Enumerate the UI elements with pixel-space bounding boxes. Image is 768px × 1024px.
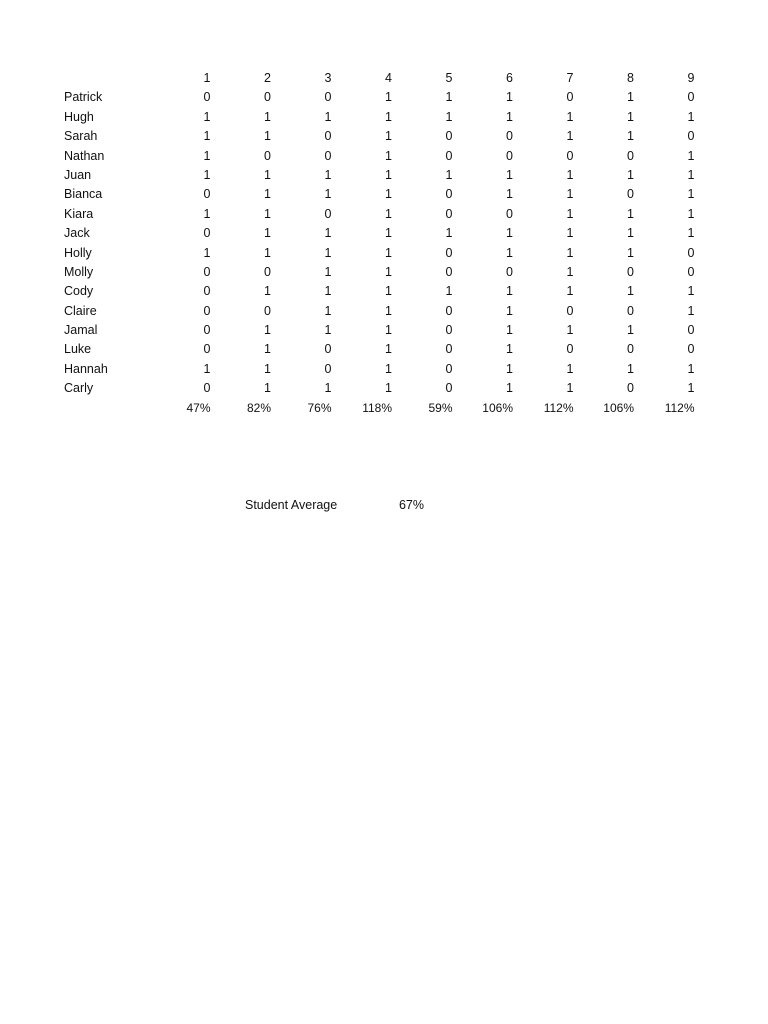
- student-name: Luke: [64, 342, 92, 357]
- score-cell: 0: [203, 284, 211, 299]
- score-cell: 0: [203, 323, 211, 338]
- score-cell: 0: [506, 206, 513, 221]
- score-cell: 1: [324, 264, 332, 279]
- score-cell: 1: [687, 284, 695, 299]
- column-header: 6: [506, 71, 513, 85]
- percentage-cell: 106%: [482, 400, 513, 415]
- score-cell: 1: [627, 129, 634, 144]
- score-cell: 1: [506, 381, 513, 396]
- score-cell: 1: [203, 206, 211, 221]
- percentage-cell: 47%: [186, 400, 211, 415]
- score-cell: 0: [445, 148, 453, 163]
- score-cell: 1: [264, 381, 271, 396]
- column-header: 4: [385, 71, 392, 85]
- score-cell: 1: [506, 323, 513, 338]
- score-cell: 1: [445, 284, 453, 299]
- score-cell: 1: [385, 148, 392, 163]
- score-cell: 1: [264, 323, 271, 338]
- score-cell: 0: [687, 342, 695, 357]
- student-name: Jack: [64, 226, 90, 241]
- table-row: [64, 205, 695, 224]
- score-cell: 0: [627, 148, 634, 163]
- header-row: [64, 69, 695, 88]
- student-name: Hannah: [64, 361, 108, 376]
- score-cell: 1: [264, 187, 271, 202]
- score-cell: 1: [385, 245, 392, 260]
- score-cell: 0: [566, 303, 574, 318]
- score-cell: 1: [445, 90, 453, 105]
- score-cell: 1: [566, 167, 574, 182]
- score-cell: 1: [264, 206, 271, 221]
- score-cell: 1: [264, 226, 271, 241]
- table-row: [64, 127, 695, 146]
- score-cell: 1: [264, 167, 271, 182]
- percentage-cell: 112%: [543, 400, 574, 415]
- score-cell: 0: [324, 206, 332, 221]
- student-name: Molly: [64, 264, 94, 279]
- score-cell: 0: [264, 264, 271, 279]
- score-cell: 1: [566, 284, 574, 299]
- score-cell: 1: [627, 167, 634, 182]
- column-header: 8: [627, 71, 634, 85]
- score-cell: 1: [324, 167, 332, 182]
- score-cell: 1: [264, 284, 271, 299]
- student-name: Bianca: [64, 187, 103, 202]
- score-cell: 0: [445, 361, 453, 376]
- table-row: [64, 340, 695, 359]
- percentage-cell: 118%: [362, 400, 392, 415]
- student-average-row: [0, 495, 768, 515]
- score-cell: 0: [687, 245, 695, 260]
- score-cell: 0: [264, 303, 271, 318]
- score-cell: 0: [687, 129, 695, 144]
- score-cell: 1: [506, 245, 513, 260]
- score-cell: 1: [324, 109, 332, 124]
- score-cell: 1: [385, 284, 392, 299]
- score-cell: 1: [627, 323, 634, 338]
- score-cell: 1: [627, 361, 634, 376]
- score-cell: 1: [687, 109, 695, 124]
- score-cell: 1: [687, 381, 695, 396]
- score-cell: 0: [627, 264, 634, 279]
- score-cell: 0: [445, 303, 453, 318]
- score-cell: 0: [264, 148, 271, 163]
- score-cell: 0: [324, 90, 332, 105]
- score-cell: 0: [445, 323, 453, 338]
- score-cell: 1: [627, 109, 634, 124]
- score-cell: 1: [324, 284, 332, 299]
- table-row: [64, 108, 695, 127]
- score-cell: 0: [506, 148, 513, 163]
- student-average-label: Student Average: [245, 498, 338, 512]
- score-cell: 1: [506, 226, 513, 241]
- score-cell: 1: [385, 303, 392, 318]
- table-row: [64, 88, 695, 107]
- score-cell: 1: [566, 109, 574, 124]
- score-cell: 0: [506, 264, 513, 279]
- score-cell: 0: [566, 342, 574, 357]
- score-cell: 1: [264, 342, 271, 357]
- score-cell: 1: [506, 109, 513, 124]
- score-cell: 0: [324, 129, 332, 144]
- score-cell: 0: [203, 264, 211, 279]
- column-header: 3: [324, 71, 332, 85]
- score-cell: 1: [566, 129, 574, 144]
- student-average-value: 67%: [398, 498, 424, 512]
- column-header: 9: [687, 71, 695, 85]
- score-cell: 1: [324, 245, 332, 260]
- student-name: Sarah: [64, 129, 98, 144]
- student-name: Holly: [64, 245, 92, 260]
- student-name: Cody: [64, 284, 94, 299]
- score-cell: 1: [687, 361, 695, 376]
- table-row: [64, 282, 695, 301]
- table-row: [64, 321, 695, 340]
- score-cell: 0: [445, 187, 453, 202]
- percentage-cell: 76%: [307, 400, 332, 415]
- score-cell: 1: [203, 167, 211, 182]
- score-cell: 1: [566, 226, 574, 241]
- score-cell: 1: [385, 381, 392, 396]
- score-cell: 0: [324, 361, 332, 376]
- score-cell: 1: [264, 245, 271, 260]
- score-cell: 1: [506, 303, 513, 318]
- score-cell: 1: [264, 109, 271, 124]
- score-cell: 1: [264, 361, 271, 376]
- score-cell: 1: [385, 206, 392, 221]
- score-cell: 1: [566, 187, 574, 202]
- score-cell: 1: [627, 226, 634, 241]
- column-header: 7: [566, 71, 574, 85]
- score-cell: 0: [203, 226, 211, 241]
- score-cell: 0: [445, 206, 453, 221]
- score-cell: 0: [627, 187, 634, 202]
- score-cell: 1: [203, 129, 211, 144]
- score-cell: 0: [566, 148, 574, 163]
- score-cell: 0: [203, 342, 211, 357]
- table-row: [64, 224, 695, 243]
- score-cell: 1: [566, 381, 574, 396]
- score-cell: 0: [445, 381, 453, 396]
- score-cell: 1: [506, 90, 513, 105]
- student-name: Carly: [64, 381, 94, 396]
- score-cell: 0: [203, 90, 211, 105]
- score-cell: 1: [506, 167, 513, 182]
- score-cell: 1: [566, 264, 574, 279]
- score-cell: 1: [506, 284, 513, 299]
- percentage-cell: 106%: [603, 400, 634, 415]
- column-header: 5: [445, 71, 453, 85]
- percentage-cell: 59%: [428, 400, 453, 415]
- score-cell: 1: [566, 245, 574, 260]
- score-cell: 1: [324, 303, 332, 318]
- score-cell: 0: [627, 303, 634, 318]
- student-name: Jamal: [64, 323, 98, 338]
- score-cell: 1: [385, 342, 392, 357]
- score-cell: 0: [627, 381, 634, 396]
- student-name: Nathan: [64, 148, 105, 163]
- table-row: [64, 244, 695, 263]
- score-cell: 1: [445, 167, 453, 182]
- score-cell: 1: [203, 148, 211, 163]
- score-cell: 1: [687, 206, 695, 221]
- score-cell: 1: [324, 323, 332, 338]
- score-cell: 1: [203, 109, 211, 124]
- score-cell: 1: [385, 264, 392, 279]
- student-name: Patrick: [64, 90, 103, 105]
- score-cell: 1: [385, 109, 392, 124]
- score-cell: 1: [566, 206, 574, 221]
- score-cell: 1: [506, 342, 513, 357]
- score-table: [64, 69, 695, 418]
- table-row: [64, 185, 695, 204]
- student-name: Juan: [64, 167, 92, 182]
- score-cell: 0: [687, 264, 695, 279]
- score-cell: 1: [445, 226, 453, 241]
- score-cell: 1: [385, 187, 392, 202]
- percentage-cell: 82%: [246, 400, 271, 415]
- score-cell: 1: [566, 323, 574, 338]
- score-cell: 1: [566, 361, 574, 376]
- score-cell: 1: [385, 226, 392, 241]
- score-cell: 1: [687, 226, 695, 241]
- score-cell: 1: [385, 129, 392, 144]
- score-cell: 0: [264, 90, 271, 105]
- score-cell: 1: [506, 187, 513, 202]
- score-cell: 1: [324, 381, 332, 396]
- table-row: [64, 302, 695, 321]
- score-cell: 0: [203, 303, 211, 318]
- score-cell: 1: [627, 90, 634, 105]
- score-cell: 1: [385, 323, 392, 338]
- score-cell: 0: [445, 245, 453, 260]
- percentage-cell: 112%: [664, 400, 695, 415]
- score-cell: 1: [324, 187, 332, 202]
- score-cell: 1: [627, 284, 634, 299]
- score-cell: 1: [687, 187, 695, 202]
- student-name: Hugh: [64, 109, 94, 124]
- score-cell: 0: [203, 187, 211, 202]
- percentage-row: [64, 399, 695, 418]
- score-cell: 0: [687, 323, 695, 338]
- table-row: [64, 360, 695, 379]
- score-cell: 1: [203, 361, 211, 376]
- student-name: Claire: [64, 303, 97, 318]
- score-cell: 0: [445, 264, 453, 279]
- student-name: Kiara: [64, 206, 94, 221]
- score-cell: 1: [687, 303, 695, 318]
- score-cell: 1: [324, 226, 332, 241]
- score-cell: 1: [385, 167, 392, 182]
- table-row: [64, 263, 695, 282]
- score-cell: 1: [687, 167, 695, 182]
- column-header: 2: [264, 71, 271, 85]
- score-cell: 0: [324, 342, 332, 357]
- score-cell: 0: [506, 129, 513, 144]
- score-cell: 0: [324, 148, 332, 163]
- score-cell: 1: [264, 129, 271, 144]
- score-cell: 1: [627, 245, 634, 260]
- score-cell: 0: [627, 342, 634, 357]
- score-cell: 1: [385, 90, 392, 105]
- column-header: 1: [203, 71, 211, 85]
- table-row: [64, 147, 695, 166]
- score-cell: 1: [627, 206, 634, 221]
- score-cell: 1: [445, 109, 453, 124]
- score-cell: 1: [687, 148, 695, 163]
- score-cell: 1: [203, 245, 211, 260]
- score-cell: 0: [566, 90, 574, 105]
- table-row: [64, 166, 695, 185]
- score-cell: 0: [203, 381, 211, 396]
- table-row: [64, 379, 695, 398]
- score-cell: 0: [445, 129, 453, 144]
- score-cell: 0: [445, 342, 453, 357]
- score-cell: 1: [506, 361, 513, 376]
- score-cell: 1: [385, 361, 392, 376]
- score-cell: 0: [687, 90, 695, 105]
